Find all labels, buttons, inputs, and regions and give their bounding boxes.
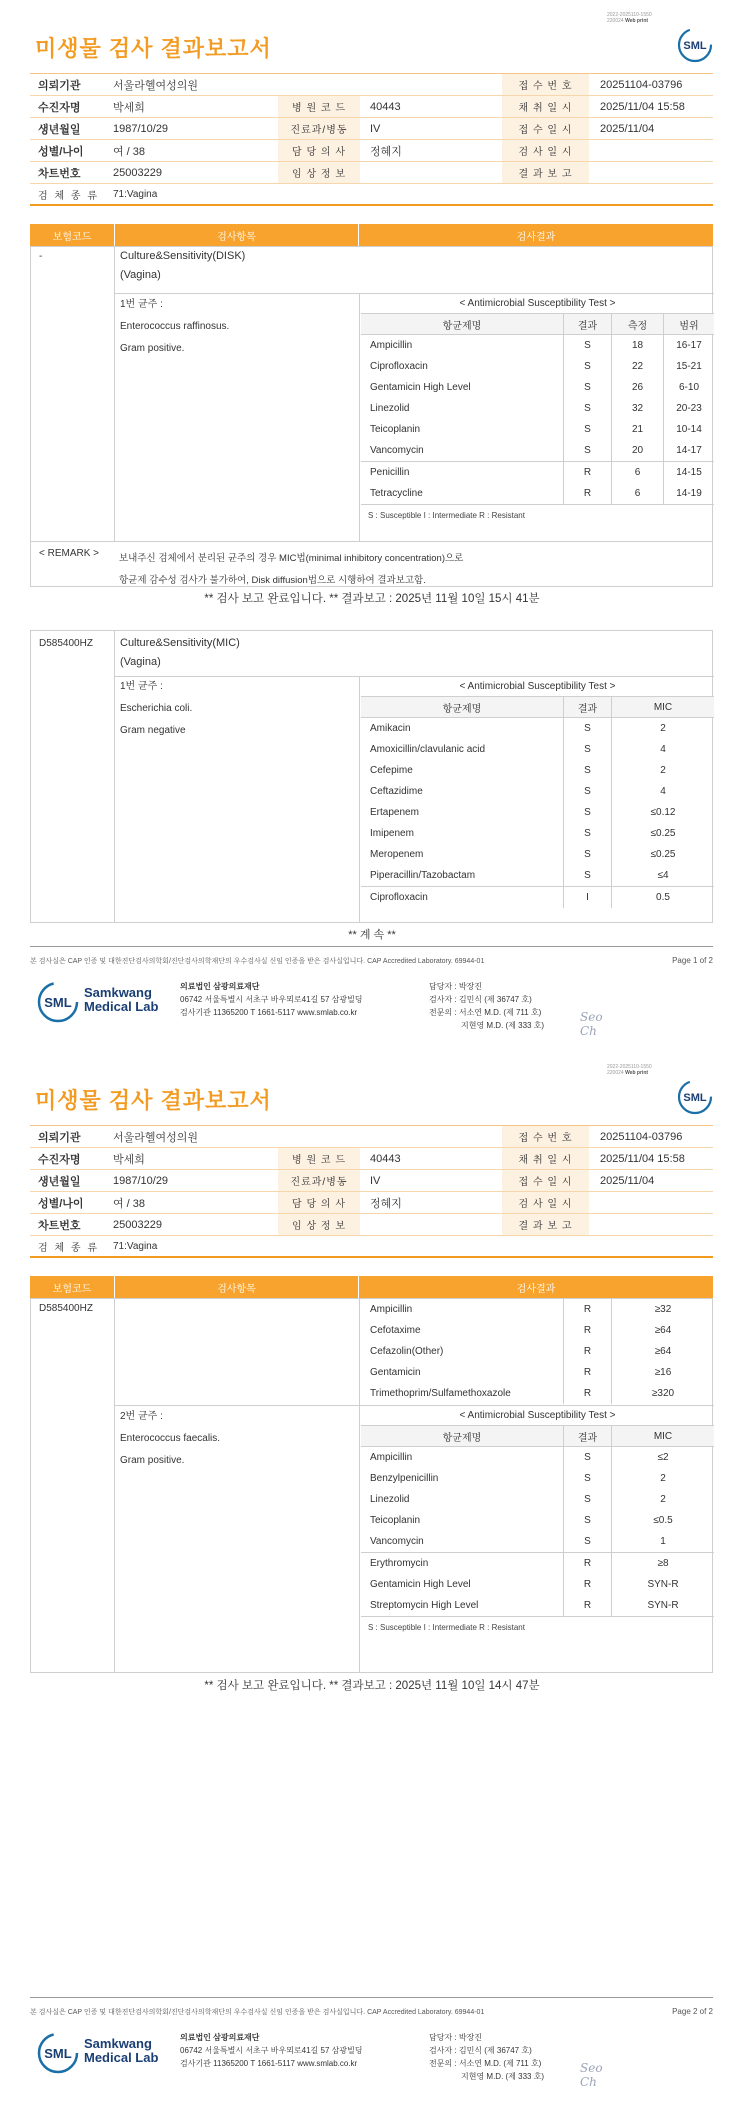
breakpoint-range: 16-17 bbox=[676, 340, 702, 351]
zone-measure: 21 bbox=[612, 419, 664, 440]
antibiotic-name: Vancomycin bbox=[361, 1531, 564, 1552]
test-item: Culture&Sensitivity(MIC) (Vagina) bbox=[120, 637, 240, 668]
signature: Seo Ch bbox=[580, 1010, 603, 1038]
report-title: 미생물 검사 결과보고서 bbox=[35, 1088, 272, 1113]
antibiotic-row bbox=[361, 781, 714, 802]
antibiotic-row bbox=[361, 865, 714, 886]
lab-name: Samkwang Medical Lab bbox=[84, 985, 159, 1014]
antibiotic-name: Vancomycin bbox=[361, 440, 564, 461]
susceptibility-result: S bbox=[564, 377, 612, 398]
antibiotic-row bbox=[361, 1299, 714, 1320]
antibiotic-name: Ertapenem bbox=[361, 802, 564, 823]
mic-value: ≤2 bbox=[657, 1452, 669, 1463]
lab-address: 의료법인 삼광의료재단 06742 서울특별시 서초구 바우뫼로41길 57 삼광빌딩 검사기관 11365200 T 1661-5117 www.smlab.co.kr bbox=[180, 2033, 363, 2068]
svg-text:SML: SML bbox=[683, 1092, 707, 1104]
antibiotic-row bbox=[361, 398, 714, 419]
antibiotic-row bbox=[361, 335, 714, 356]
lab-address: 의료법인 삼광의료재단 06742 서울특별시 서초구 바우뫼로41길 57 삼광빌딩 검사기관 11365200 T 1661-5117 www.smlab.co.kr bbox=[180, 982, 363, 1017]
mic-value: 2 bbox=[660, 1494, 666, 1505]
zone-measure: 6 bbox=[612, 462, 664, 483]
antibiotic-row bbox=[361, 1531, 714, 1552]
susceptibility-result: I bbox=[564, 887, 612, 908]
antibiotic-name: Amoxicillin/clavulanic acid bbox=[361, 739, 564, 760]
staff-list: 담당자 : 박장진 검사자 : 김민식 (제 36747 호) 전문의 : 서소연 M.D. (제 711 호) 지현영 M.D. (제 333 호) bbox=[429, 2033, 545, 2081]
antibiotic-name: Piperacillin/Tazobactam bbox=[361, 865, 564, 886]
accreditation-note: 본 검사실은 CAP 인증 및 대한진단검사의학회/진단검사의학재단의 우수검사실 신임 인증을 받은 검사실입니다. CAP Accredited Laboratory. 69944-01 bbox=[30, 958, 485, 965]
svg-text:SML: SML bbox=[44, 995, 72, 1010]
samkwang-logo-icon bbox=[36, 2031, 80, 2075]
breakpoint-range: 10-14 bbox=[676, 424, 702, 435]
organism-1: 1번 균주 : Enterococcus raffinosus. Gram positive. bbox=[120, 299, 230, 354]
print-stamp: 2022-2025110-1550 220024 Web print bbox=[607, 1064, 652, 1076]
susceptibility-result: S bbox=[564, 739, 612, 760]
susceptibility-result: S bbox=[564, 335, 612, 356]
susceptibility-result: R bbox=[564, 1299, 612, 1320]
antibiotic-row bbox=[361, 1320, 714, 1341]
zone-measure: 22 bbox=[612, 356, 664, 377]
antibiotic-name: Teicoplanin bbox=[361, 419, 564, 440]
mic-value: 4 bbox=[660, 786, 666, 797]
mic-value: ≥16 bbox=[654, 1367, 672, 1378]
susceptibility-result: R bbox=[564, 1595, 612, 1616]
antibiotic-name: Cefepime bbox=[361, 760, 564, 781]
breakpoint-range: 14-15 bbox=[676, 467, 702, 478]
susceptibility-result: R bbox=[564, 1362, 612, 1383]
antibiotic-row bbox=[361, 1383, 714, 1404]
page-number: Page 1 of 2 bbox=[672, 956, 713, 965]
susceptibility-result: S bbox=[564, 1510, 612, 1531]
breakpoint-range: 6-10 bbox=[678, 382, 699, 393]
mic-value: 0.5 bbox=[656, 892, 670, 903]
antibiotic-name: Imipenem bbox=[361, 823, 564, 844]
susceptibility-result: S bbox=[564, 823, 612, 844]
antibiotic-name: Ampicillin bbox=[361, 1299, 564, 1320]
susceptibility-result: R bbox=[564, 1383, 612, 1404]
susceptibility-result: R bbox=[564, 1341, 612, 1362]
mic-value: ≥32 bbox=[654, 1304, 672, 1315]
report-complete: ** 검사 보고 완료입니다. ** 결과보고 : 2025년 11월 10일 15시 41분 bbox=[204, 593, 540, 605]
antibiotic-name: Ampicillin bbox=[361, 1447, 564, 1468]
zone-measure: 6 bbox=[612, 483, 664, 504]
susceptibility-result: R bbox=[564, 483, 612, 504]
patient-info: 의뢰기관 서울라헬여성의원 접 수 번 호 20251104-03796 수진자명 박세희 병 원 코 드 40443 채 취 일 시 2025/11/04 15:58 생년월일 1987/10/29 진료과/병동 IV 접 수 일 시 2025/11/04 성별/나이 여 / 38 담 당 의 사 정혜지 검 사 일 시 차트번호 25003229 임 상 정 보 결 과 보 고 검 체 종 류 71:Vagina bbox=[30, 1125, 713, 1258]
antibiotic-row bbox=[361, 844, 714, 865]
mic-value: 4 bbox=[660, 744, 666, 755]
antibiotic-row bbox=[361, 356, 714, 377]
antibiotic-name: Ceftazidime bbox=[361, 781, 564, 802]
zone-measure: 26 bbox=[612, 377, 664, 398]
remark: < REMARK > 보내주신 검체에서 분리된 균주의 경우 MIC법(minimal inhibitory concentration)으로 항균제 감수성 검사가 불가하여, Disk diffusion법으로 시행하여 결과보고함. bbox=[30, 542, 713, 587]
susceptibility-result: R bbox=[564, 1574, 612, 1595]
mic-value: SYN-R bbox=[647, 1579, 679, 1590]
disk-test-block: - Culture&Sensitivity(DISK) (Vagina) 1번 균주 : Enterococcus raffinosus. Gram positive. < Antimicrobial Susceptibility Test > 항균제명 결과 측정 범위 Ampicillin S 18 16-17 Ciprofloxacin S 22 15-21 Gentamicin High Level S 26 6-10 Linezolid S 32 20-23 Teicoplanin S 21 10-14 Vancomycin S 20 14-17 Penicillin R 6 14-15 Tetracycline R 6 14-19 S : Susceptible I : Intermediate R : Resistant bbox=[30, 246, 713, 542]
susceptibility-result: R bbox=[564, 462, 612, 483]
mic-value: 2 bbox=[660, 723, 666, 734]
antibiotic-name: Cefazolin(Other) bbox=[361, 1341, 564, 1362]
susceptibility-result: S bbox=[564, 1531, 612, 1552]
antibiotic-row bbox=[361, 760, 714, 781]
mic-value: SYN-R bbox=[647, 1600, 679, 1611]
antibiotic-name: Ciprofloxacin bbox=[361, 356, 564, 377]
antibiotic-name: Penicillin bbox=[361, 462, 564, 483]
susceptibility-result: S bbox=[564, 1468, 612, 1489]
antibiotic-name: Meropenem bbox=[361, 844, 564, 865]
antibiotic-name: Streptomycin High Level bbox=[361, 1595, 564, 1616]
breakpoint-range: 15-21 bbox=[676, 361, 702, 372]
mic-value: ≥64 bbox=[654, 1346, 672, 1357]
svg-text:SML: SML bbox=[44, 2046, 72, 2061]
mic-value: 1 bbox=[660, 1536, 666, 1547]
antibiotic-name: Gentamicin High Level bbox=[361, 1574, 564, 1595]
antibiotic-row bbox=[361, 1362, 714, 1383]
antibiotic-row bbox=[361, 739, 714, 760]
antibiotic-row bbox=[361, 802, 714, 823]
antibiotic-name: Trimethoprim/Sulfamethoxazole bbox=[361, 1383, 564, 1404]
zone-measure: 32 bbox=[612, 398, 664, 419]
mic-value: ≤0.5 bbox=[653, 1515, 673, 1526]
signature: Seo Ch bbox=[580, 2061, 603, 2089]
organism-1: 1번 균주 : Escherichia coli. Gram negative bbox=[120, 681, 193, 736]
sml-logo bbox=[677, 1079, 713, 1115]
antibiotic-row bbox=[361, 483, 714, 504]
mic-value: ≤0.25 bbox=[650, 828, 676, 839]
report-complete: ** 검사 보고 완료입니다. ** 결과보고 : 2025년 11월 10일 14시 47분 bbox=[204, 1680, 540, 1692]
test-item: Culture&Sensitivity(DISK) (Vagina) bbox=[120, 250, 246, 281]
ast-table-disk: < Antimicrobial Susceptibility Test > 항균제명 결과 측정 범위 Ampicillin S 18 16-17 Ciprofloxacin S 22 15-21 Gentamicin High Level S 26 6-10 Linezolid S 32 20-23 Teicoplanin S 21 10-14 Vancomycin S 20 14-17 Penicillin R 6 14-15 Tetracycline R 6 14-19 S : Susceptible I : Intermediate R : Resistant bbox=[361, 293, 714, 525]
mic-value: ≤0.12 bbox=[650, 807, 676, 818]
antibiotic-row bbox=[361, 1595, 714, 1616]
mic-value: 2 bbox=[660, 1473, 666, 1484]
mic-value: ≥320 bbox=[651, 1388, 675, 1399]
antibiotic-name: Ampicillin bbox=[361, 335, 564, 356]
ast-table-organism-2: < Antimicrobial Susceptibility Test > 항균제명 결과 MIC Ampicillin S ≤2 Benzylpenicillin S 2 Linezolid S 2 Teicoplanin S ≤0.5 Vancomycin S 1 Erythromycin R ≥8 Gentamicin High Level R SYN-R Streptomycin High Level R SYN-R S : Susceptible I : Intermediate R : Resistant bbox=[361, 1405, 714, 1637]
breakpoint-range: 14-17 bbox=[676, 445, 702, 456]
susceptibility-result: S bbox=[564, 440, 612, 461]
susceptibility-result: S bbox=[564, 844, 612, 865]
susceptibility-result: S bbox=[564, 1489, 612, 1510]
susceptibility-result: S bbox=[564, 865, 612, 886]
lab-name: Samkwang Medical Lab bbox=[84, 2036, 159, 2065]
susceptibility-result: R bbox=[564, 1553, 612, 1574]
result-table-header: 보험코드 검사항목 검사결과 bbox=[30, 1276, 713, 1298]
accreditation-note: 본 검사실은 CAP 인증 및 대한진단검사의학회/진단검사의학재단의 우수검사실 신임 인증을 받은 검사실입니다. CAP Accredited Laboratory. 69944-01 bbox=[30, 2009, 485, 2016]
ast-table-mic: < Antimicrobial Susceptibility Test > 항균제명 결과 MIC Amikacin S 2 Amoxicillin/clavulanic acid S 4 Cefepime S 2 Ceftazidime S 4 Ertapenem S ≤0.12 Imipenem S ≤0.25 Meropenem S ≤0.25 Piperacillin/Tazobactam S ≤4 Ciprofloxacin I 0.5 bbox=[361, 676, 714, 908]
breakpoint-range: 20-23 bbox=[676, 403, 702, 414]
print-stamp: 2022-2025110-1550 220024 Web print bbox=[607, 12, 652, 24]
antibiotic-name: Amikacin bbox=[361, 718, 564, 739]
antibiotic-name: Linezolid bbox=[361, 398, 564, 419]
susceptibility-result: S bbox=[564, 718, 612, 739]
antibiotic-row bbox=[361, 1341, 714, 1362]
mic-test-block-continued: D585400HZ Ampicillin R ≥32 Cefotaxime R ≥64 Cefazolin(Other) R ≥64 Gentamicin R ≥16 Trimethoprim/Sulfamethoxazole R ≥320 2번 균주 : Enterococcus faecalis. Gram positive. < Antimicrobial Susceptibility Test > 항균제명 결과 MIC Ampicillin S ≤2 Benzylpenicillin S 2 Linezolid S 2 Teicoplanin S ≤0.5 Vancomycin S 1 Erythromycin R ≥8 Gentamicin High Level R SYN-R Streptomycin High Level R SYN-R S : Susceptible I : Intermediate R : Resistant bbox=[30, 1298, 713, 1673]
report-page-2 bbox=[0, 1052, 744, 2104]
result-table-header: 보험코드 검사항목 검사결과 bbox=[30, 224, 713, 246]
ast-table-continued bbox=[361, 1299, 714, 1404]
susceptibility-result: S bbox=[564, 1447, 612, 1468]
antibiotic-row bbox=[361, 1574, 714, 1595]
susceptibility-result: S bbox=[564, 802, 612, 823]
breakpoint-range: 14-19 bbox=[676, 488, 702, 499]
antibiotic-row bbox=[361, 1468, 714, 1489]
samkwang-logo-icon bbox=[36, 980, 80, 1024]
antibiotic-name: Teicoplanin bbox=[361, 1510, 564, 1531]
page-number: Page 2 of 2 bbox=[672, 2007, 713, 2016]
antibiotic-row bbox=[361, 1553, 714, 1574]
susceptibility-result: S bbox=[564, 760, 612, 781]
antibiotic-row bbox=[361, 718, 714, 739]
antibiotic-row bbox=[361, 887, 714, 908]
susceptibility-result: S bbox=[564, 419, 612, 440]
mic-value: ≤0.25 bbox=[650, 849, 676, 860]
mic-value: ≤4 bbox=[657, 870, 669, 881]
organism-2: 2번 균주 : Enterococcus faecalis. Gram positive. bbox=[120, 1411, 221, 1466]
antibiotic-name: Gentamicin High Level bbox=[361, 377, 564, 398]
susceptibility-result: S bbox=[564, 356, 612, 377]
mic-value: 2 bbox=[660, 765, 666, 776]
staff-list: 담당자 : 박장진 검사자 : 김민식 (제 36747 호) 전문의 : 서소연 M.D. (제 711 호) 지현영 M.D. (제 333 호) bbox=[429, 982, 545, 1030]
antibiotic-row bbox=[361, 823, 714, 844]
mic-value: ≥8 bbox=[657, 1558, 669, 1569]
svg-text:SML: SML bbox=[683, 40, 707, 52]
mic-test-block: D585400HZ Culture&Sensitivity(MIC) (Vagina) 1번 균주 : Escherichia coli. Gram negative < Antimicrobial Susceptibility Test > 항균제명 결과 MIC Amikacin S 2 Amoxicillin/clavulanic acid S 4 Cefepime S 2 Ceftazidime S 4 Ertapenem S ≤0.12 Imipenem S ≤0.25 Meropenem S ≤0.25 Piperacillin/Tazobactam S ≤4 Ciprofloxacin I 0.5 bbox=[30, 630, 713, 923]
report-title: 미생물 검사 결과보고서 bbox=[35, 36, 272, 61]
antibiotic-row bbox=[361, 1447, 714, 1468]
susceptibility-result: S bbox=[564, 398, 612, 419]
antibiotic-row bbox=[361, 377, 714, 398]
zone-measure: 20 bbox=[612, 440, 664, 461]
susceptibility-result: S bbox=[564, 781, 612, 802]
sml-logo bbox=[677, 27, 713, 63]
antibiotic-row bbox=[361, 462, 714, 483]
antibiotic-name: Linezolid bbox=[361, 1489, 564, 1510]
antibiotic-row bbox=[361, 1510, 714, 1531]
continued-marker: ** 계 속 ** bbox=[348, 929, 396, 941]
antibiotic-name: Benzylpenicillin bbox=[361, 1468, 564, 1489]
antibiotic-row bbox=[361, 1489, 714, 1510]
antibiotic-row bbox=[361, 419, 714, 440]
susceptibility-result: R bbox=[564, 1320, 612, 1341]
antibiotic-name: Gentamicin bbox=[361, 1362, 564, 1383]
antibiotic-name: Cefotaxime bbox=[361, 1320, 564, 1341]
zone-measure: 18 bbox=[612, 335, 664, 356]
antibiotic-row bbox=[361, 440, 714, 461]
antibiotic-name: Ciprofloxacin bbox=[361, 887, 564, 908]
mic-value: ≥64 bbox=[654, 1325, 672, 1336]
patient-info: 의뢰기관 서울라헬여성의원 접 수 번 호 20251104-03796 수진자명 박세희 병 원 코 드 40443 채 취 일 시 2025/11/04 15:58 생년월일 1987/10/29 진료과/병동 IV 접 수 일 시 2025/11/04 성별/나이 여 / 38 담 당 의 사 정혜지 검 사 일 시 차트번호 25003229 임 상 정 보 결 과 보 고 검 체 종 류 71:Vagina bbox=[30, 73, 713, 206]
antibiotic-name: Erythromycin bbox=[361, 1553, 564, 1574]
antibiotic-name: Tetracycline bbox=[361, 483, 564, 504]
